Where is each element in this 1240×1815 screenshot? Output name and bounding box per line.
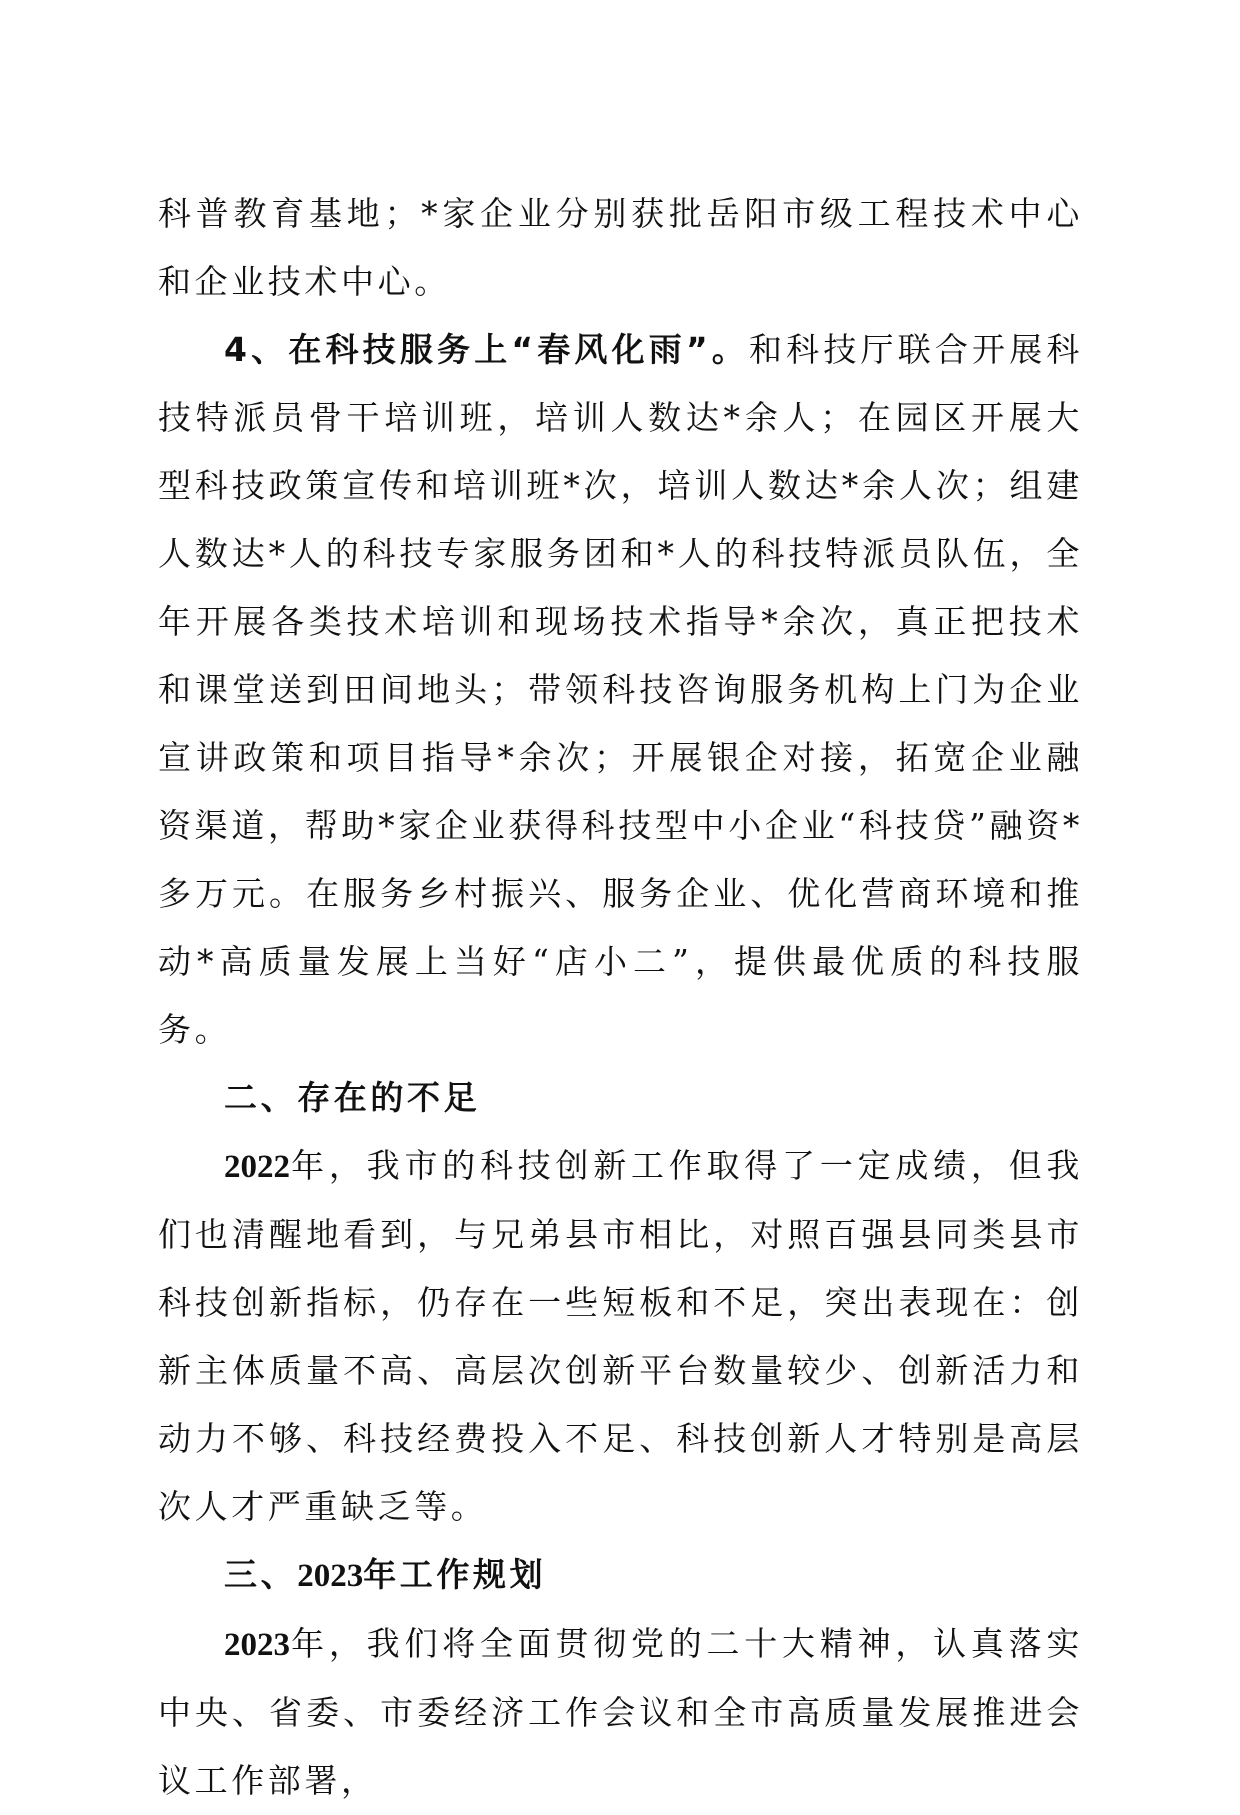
paragraph-2022-summary [158, 1132, 1083, 1541]
section-title-suffix: 年工作规划 [363, 1555, 547, 1594]
section-heading-shortcomings [158, 1064, 1083, 1132]
paragraph-heading: 4、在科技服务上“春风化雨”。 [224, 330, 749, 369]
paragraph-continuation [158, 180, 1083, 316]
paragraph-tech-service [158, 316, 1083, 1064]
section-title-prefix: 三、 [224, 1555, 298, 1594]
year-label: 2022 [224, 1149, 290, 1185]
section-title: 二、存在的不足 [224, 1078, 481, 1117]
year-label: 2023 [224, 1627, 290, 1663]
paragraph-2023-plan [158, 1610, 1083, 1815]
document-body [158, 180, 1083, 1815]
section-heading-2023-plan [158, 1541, 1083, 1610]
paragraph-text: 和科技厅联合开展科技特派员骨干培训班，培训人数达*余人；在园区开展大型科技政策宣传和培训班*次，培训人数达*余人次；组建人数达*人的科技专家服务团和*人的科技特派员队伍，全年开展各类技术培训和现场技术指导*余次，真正把技术和课堂送到田间地头；带领科技咨询服务机构上门为企业宣讲政策和项目指导*余次；开展银企对接，拓宽企业融资渠道，帮助*家企业获得科技型中小企业“科技贷”融资*多万元。在服务乡村振兴、服务企业、优化营商环境和推动*高质量发展上当好“店小二”，提供最优质的科技服务。 [158, 330, 1083, 1049]
paragraph-text: 科普教育基地；*家企业分别获批岳阳市级工程技术中心和企业技术中心。 [158, 194, 1083, 301]
section-title-year: 2023 [297, 1558, 364, 1594]
paragraph-text: 年，我市的科技创新工作取得了一定成绩，但我们也清醒地看到，与兄弟县市相比，对照百强县同类县市科技创新指标，仍存在一些短板和不足，突出表现在：创新主体质量不高、高层次创新平台数量较少、创新活力和动力不够、科技经费投入不足、科技创新人才特别是高层次人才严重缺乏等。 [158, 1146, 1083, 1526]
paragraph-text: 年，我们将全面贯彻党的二十大精神，认真落实中央、省委、市委经济工作会议和全市高质量发展推进会议工作部署， [158, 1624, 1083, 1800]
